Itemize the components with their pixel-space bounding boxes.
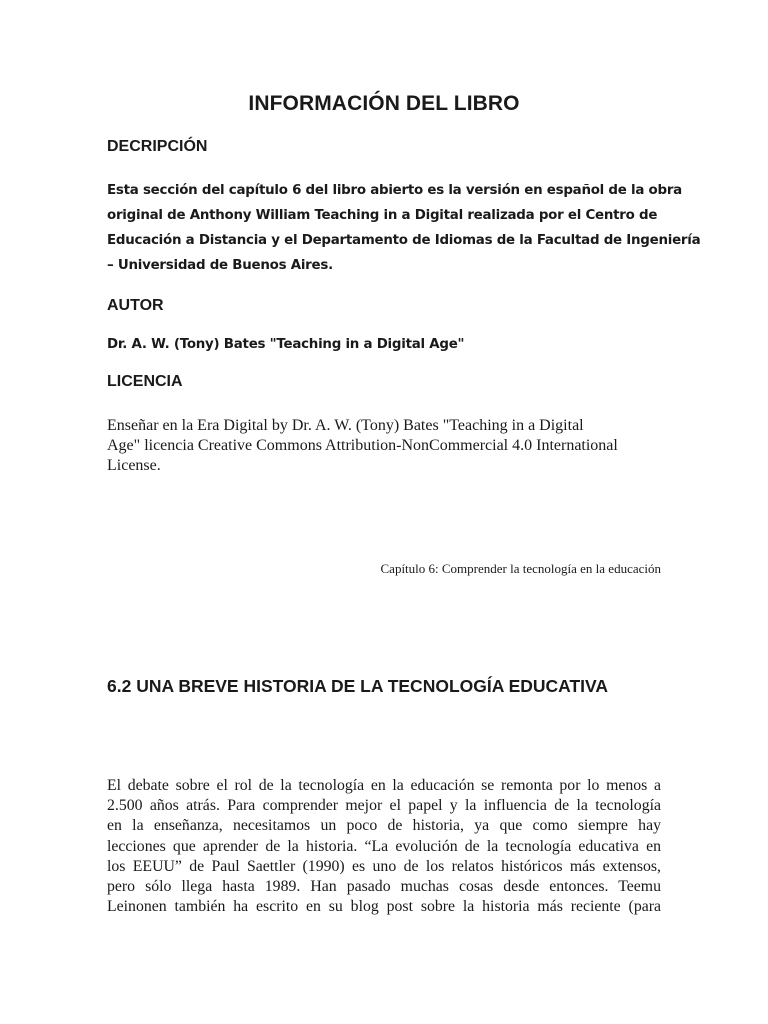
- page-title: INFORMACIÓN DEL LIBRO: [248, 92, 520, 115]
- chapter-header: Capítulo 6: Comprender la tecnología en la educación: [380, 561, 661, 576]
- description-heading: DECRIPCIÓN: [107, 138, 208, 155]
- description-line: Esta sección del capítulo 6 del libro abierto es la versión en español de la obra: [107, 183, 682, 198]
- section-title: 6.2 UNA BREVE HISTORIA DE LA TECNOLOGÍA EDUCATIVA: [107, 676, 609, 696]
- license-paragraph: [107, 416, 667, 476]
- description-line: Educación a Distancia y el Departamento de Idiomas de la Facultad de Ingeniería: [107, 233, 701, 248]
- author-text: Dr. A. W. (Tony) Bates "Teaching in a Digital Age": [107, 337, 465, 352]
- body-line: los EEUU” de Paul Saettler (1990) es uno de los relatos históricos más extensos,: [107, 857, 661, 875]
- author-heading: AUTOR: [107, 297, 164, 314]
- license-line: Enseñar en la Era Digital by Dr. A. W. (Tony) Bates "Teaching in a Digital: [107, 417, 584, 434]
- body-line: pero sólo llega hasta 1989. Han pasado muchas cosas desde entonces. Teemu: [107, 877, 661, 895]
- body-line: en la enseñanza, necesitamos un poco de historia, ya que como siempre hay: [107, 817, 661, 835]
- license-line: License.: [107, 457, 161, 474]
- description-line: original de Anthony William Teaching in a Digital realizada por el Centro de: [107, 208, 658, 223]
- description-paragraph: [107, 178, 701, 278]
- body-line: Leinonen también ha escrito en su blog post sobre la historia más reciente (para: [107, 898, 661, 916]
- body-line: lecciones que aprender de la historia. “La evolución de la tecnología educativa en: [107, 837, 661, 855]
- body-line: 2.500 años atrás. Para comprender mejor el papel y la influencia de la tecnología: [107, 797, 661, 815]
- description-line: – Universidad de Buenos Aires.: [107, 258, 333, 273]
- license-line: Age" licencia Creative Commons Attribution-NonCommercial 4.0 International: [107, 437, 618, 454]
- license-heading: LICENCIA: [107, 373, 183, 390]
- body-line: El debate sobre el rol de la tecnología en la educación se remonta por lo menos a: [107, 777, 661, 794]
- section-body: [107, 776, 661, 917]
